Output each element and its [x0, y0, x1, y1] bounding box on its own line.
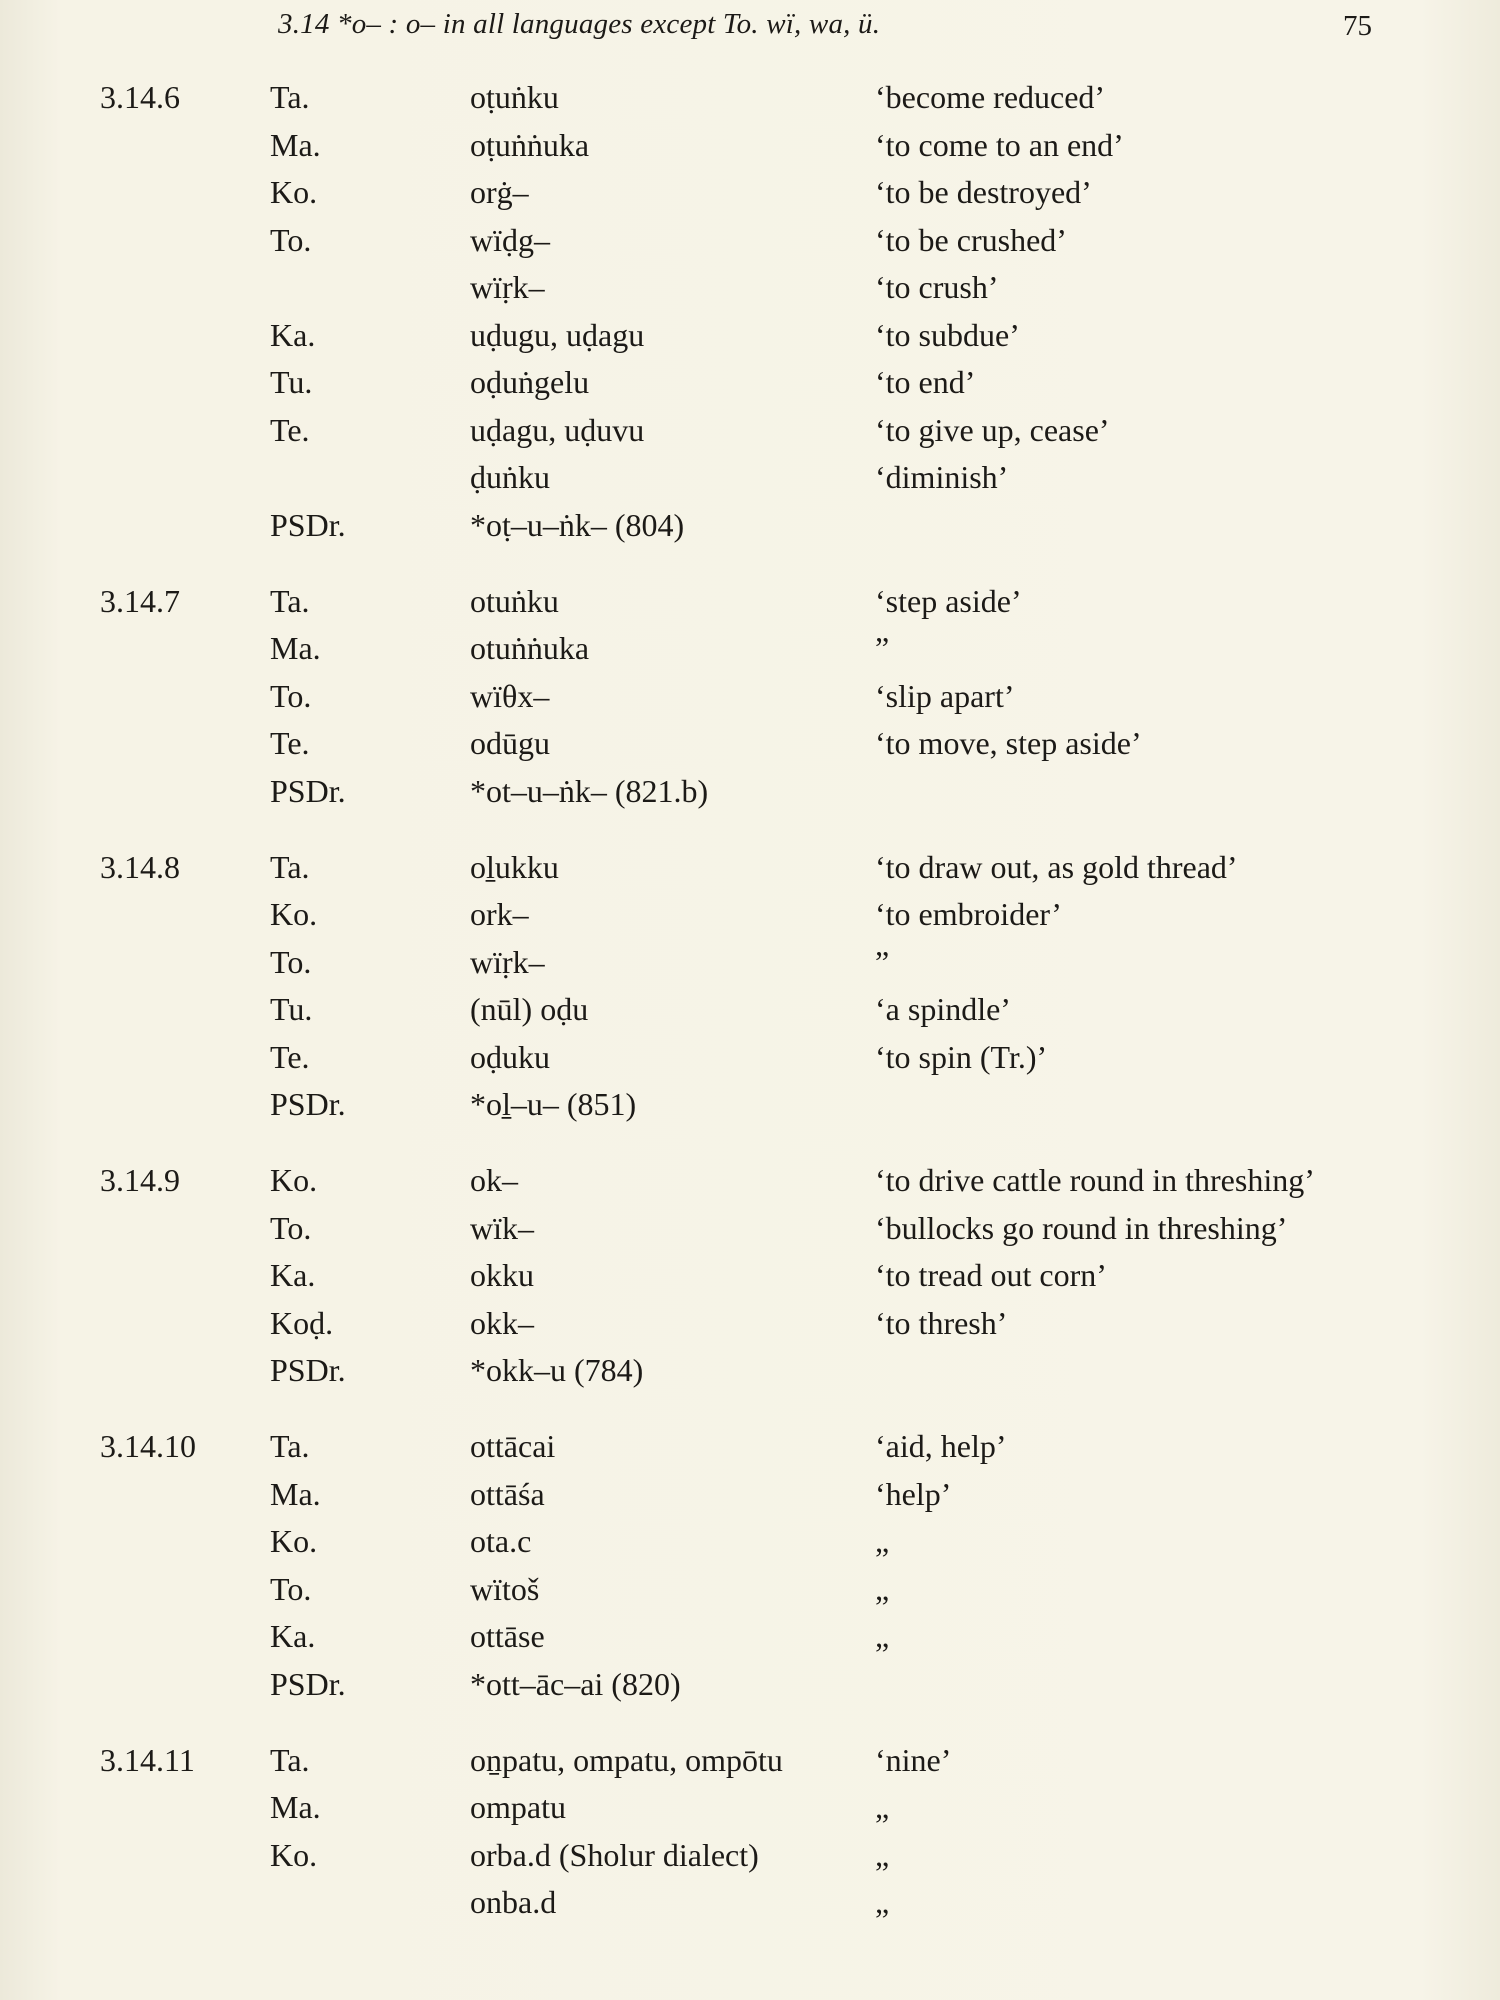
word-form: wïṛk–: [470, 269, 545, 305]
gloss: ‘to crush’: [875, 269, 999, 305]
language-abbrev: To.: [270, 1210, 312, 1246]
language-abbrev: Ma.: [270, 630, 321, 666]
entry-row: [0, 1878, 1500, 1926]
entry-row: [0, 1033, 1500, 1081]
word-form: *ott–āc–ai (820): [470, 1666, 681, 1702]
entry-row: [0, 1156, 1500, 1204]
entry-row: [0, 121, 1500, 169]
entry-row: [0, 263, 1500, 311]
word-form: wïθx–: [470, 678, 550, 714]
word-form: ok–: [470, 1162, 518, 1198]
language-abbrev: PSDr.: [270, 1666, 346, 1702]
entry-row: [0, 672, 1500, 720]
gloss: „: [875, 1618, 890, 1654]
language-abbrev: Ka.: [270, 1618, 316, 1654]
word-form: uḍugu, uḍagu: [470, 317, 645, 353]
language-abbrev: Ta.: [270, 79, 310, 115]
gloss: „: [875, 1789, 890, 1825]
word-form: uḍagu, uḍuvu: [470, 412, 645, 448]
language-abbrev: To.: [270, 678, 312, 714]
gloss: „: [875, 1837, 890, 1873]
language-abbrev: Ka.: [270, 1257, 316, 1293]
language-abbrev: Te.: [270, 725, 310, 761]
word-form: *ot–u–ṅk– (821.b): [470, 773, 709, 809]
gloss: ‘to be crushed’: [875, 222, 1067, 258]
gloss: ‘diminish’: [875, 459, 1009, 495]
language-abbrev: To.: [270, 222, 312, 258]
language-abbrev: Koḍ.: [270, 1305, 334, 1341]
language-abbrev: Tu.: [270, 991, 313, 1027]
entry-row: [0, 624, 1500, 672]
entry-row: [0, 501, 1500, 549]
gloss: ‘slip apart’: [875, 678, 1015, 714]
gloss: ‘to come to an end’: [875, 127, 1124, 163]
entry-row: [0, 73, 1500, 121]
word-form: oḻukku: [470, 849, 559, 885]
entry-row: [0, 1080, 1500, 1128]
language-abbrev: Ko.: [270, 1162, 318, 1198]
word-form: onba.d: [470, 1884, 557, 1920]
language-abbrev: Ta.: [270, 1428, 310, 1464]
entry-row: [0, 1660, 1500, 1708]
language-abbrev: Ma.: [270, 127, 321, 163]
language-abbrev: Ta.: [270, 1742, 310, 1778]
gloss: „: [875, 1523, 890, 1559]
word-form: ottācai: [470, 1428, 556, 1464]
entry-row: [0, 311, 1500, 359]
entry-row: [0, 1783, 1500, 1831]
entry-row: [0, 1736, 1500, 1784]
entry-row: [0, 767, 1500, 815]
word-form: ompatu: [470, 1789, 566, 1825]
entry-row: [0, 1831, 1500, 1879]
running-head: 3.14 *o– : o– in all languages except To. wï, wa, ü.: [278, 8, 881, 40]
entry-row: [0, 1251, 1500, 1299]
gloss: ‘to be destroyed’: [875, 174, 1092, 210]
word-form: okku: [470, 1257, 534, 1293]
entry-row: [0, 1565, 1500, 1613]
word-form: ork–: [470, 896, 529, 932]
gloss: ‘to move, step aside’: [875, 725, 1142, 761]
language-abbrev: PSDr.: [270, 1086, 346, 1122]
gloss: ‘step aside’: [875, 583, 1022, 619]
entry-row: [0, 1299, 1500, 1347]
language-abbrev: Te.: [270, 412, 310, 448]
word-form: orba.d (Sholur dialect): [470, 1837, 759, 1873]
gloss: „: [875, 1884, 890, 1920]
word-form: ottāse: [470, 1618, 545, 1654]
entry-number: 3.14.11: [100, 1742, 195, 1778]
entry-row: [0, 453, 1500, 501]
word-form: oḍuṅgelu: [470, 364, 590, 400]
gloss: ‘to thresh’: [875, 1305, 1008, 1341]
language-abbrev: Ko.: [270, 174, 318, 210]
word-form: *oṭ–u–ṅk– (804): [470, 507, 685, 543]
entry-row: [0, 890, 1500, 938]
word-form: (nūl) oḍu: [470, 991, 589, 1027]
word-form: *oḻ–u– (851): [470, 1086, 637, 1122]
entry-row: [0, 1612, 1500, 1660]
entry-row: [0, 1470, 1500, 1518]
word-form: wïk–: [470, 1210, 534, 1246]
gloss: ‘become reduced’: [875, 79, 1106, 115]
entry-number: 3.14.6: [100, 79, 180, 115]
word-form: oḍuku: [470, 1039, 550, 1075]
language-abbrev: To.: [270, 1571, 312, 1607]
entry-row: [0, 1346, 1500, 1394]
language-abbrev: PSDr.: [270, 773, 346, 809]
gloss: ‘to drive cattle round in threshing’: [875, 1162, 1315, 1198]
gloss: „: [875, 1571, 890, 1607]
entry-row: [0, 1204, 1500, 1252]
language-abbrev: To.: [270, 944, 312, 980]
gloss: ‘nine’: [875, 1742, 952, 1778]
entry-row: [0, 358, 1500, 406]
entry-row: [0, 168, 1500, 216]
word-form: otuṅku: [470, 583, 559, 619]
word-form: otuṅṅuka: [470, 630, 590, 666]
word-form: wïḍg–: [470, 222, 550, 258]
word-form: ota.c: [470, 1523, 532, 1559]
gloss: ‘aid, help’: [875, 1428, 1007, 1464]
gloss: ‘to spin (Tr.)’: [875, 1039, 1048, 1075]
language-abbrev: Ma.: [270, 1789, 321, 1825]
entry-row: [0, 406, 1500, 454]
gloss: ”: [875, 630, 890, 666]
word-form: odūgu: [470, 725, 550, 761]
gloss: ‘to end’: [875, 364, 976, 400]
word-form: oṉpatu, ompatu, ompōtu: [470, 1742, 783, 1778]
page-number: 75: [1343, 10, 1372, 42]
gloss: ”: [875, 944, 890, 980]
entry-row: [0, 1517, 1500, 1565]
language-abbrev: PSDr.: [270, 507, 346, 543]
gloss: ‘to subdue’: [875, 317, 1020, 353]
word-form: oṭuṅṅuka: [470, 127, 590, 163]
gloss: ‘to embroider’: [875, 896, 1062, 932]
word-form: wïtoš: [470, 1571, 540, 1607]
word-form: orġ–: [470, 174, 529, 210]
gloss: ‘bullocks go round in threshing’: [875, 1210, 1288, 1246]
gloss: ‘to give up, cease’: [875, 412, 1110, 448]
word-form: okk–: [470, 1305, 534, 1341]
gloss: ‘to draw out, as gold thread’: [875, 849, 1238, 885]
word-form: ḍuṅku: [470, 459, 550, 495]
language-abbrev: Tu.: [270, 364, 313, 400]
language-abbrev: Ka.: [270, 317, 316, 353]
language-abbrev: Ko.: [270, 1523, 318, 1559]
gloss: ‘help’: [875, 1476, 952, 1512]
entry-number: 3.14.9: [100, 1162, 180, 1198]
entry-row: [0, 719, 1500, 767]
entry-row: [0, 843, 1500, 891]
entry-number: 3.14.7: [100, 583, 180, 619]
entry-row: [0, 577, 1500, 625]
entry-number: 3.14.10: [100, 1428, 196, 1464]
language-abbrev: Ta.: [270, 849, 310, 885]
language-abbrev: Ma.: [270, 1476, 321, 1512]
language-abbrev: Ko.: [270, 896, 318, 932]
word-form: oṭuṅku: [470, 79, 559, 115]
word-form: *okk–u (784): [470, 1352, 644, 1388]
language-abbrev: PSDr.: [270, 1352, 346, 1388]
word-form: wïṛk–: [470, 944, 545, 980]
entry-row: [0, 938, 1500, 986]
entry-row: [0, 1422, 1500, 1470]
entry-row: [0, 985, 1500, 1033]
entry-number: 3.14.8: [100, 849, 180, 885]
language-abbrev: Ta.: [270, 583, 310, 619]
word-form: ottāśa: [470, 1476, 545, 1512]
language-abbrev: Ko.: [270, 1837, 318, 1873]
gloss: ‘to tread out corn’: [875, 1257, 1107, 1293]
gloss: ‘a spindle’: [875, 991, 1011, 1027]
entry-row: [0, 216, 1500, 264]
language-abbrev: Te.: [270, 1039, 310, 1075]
